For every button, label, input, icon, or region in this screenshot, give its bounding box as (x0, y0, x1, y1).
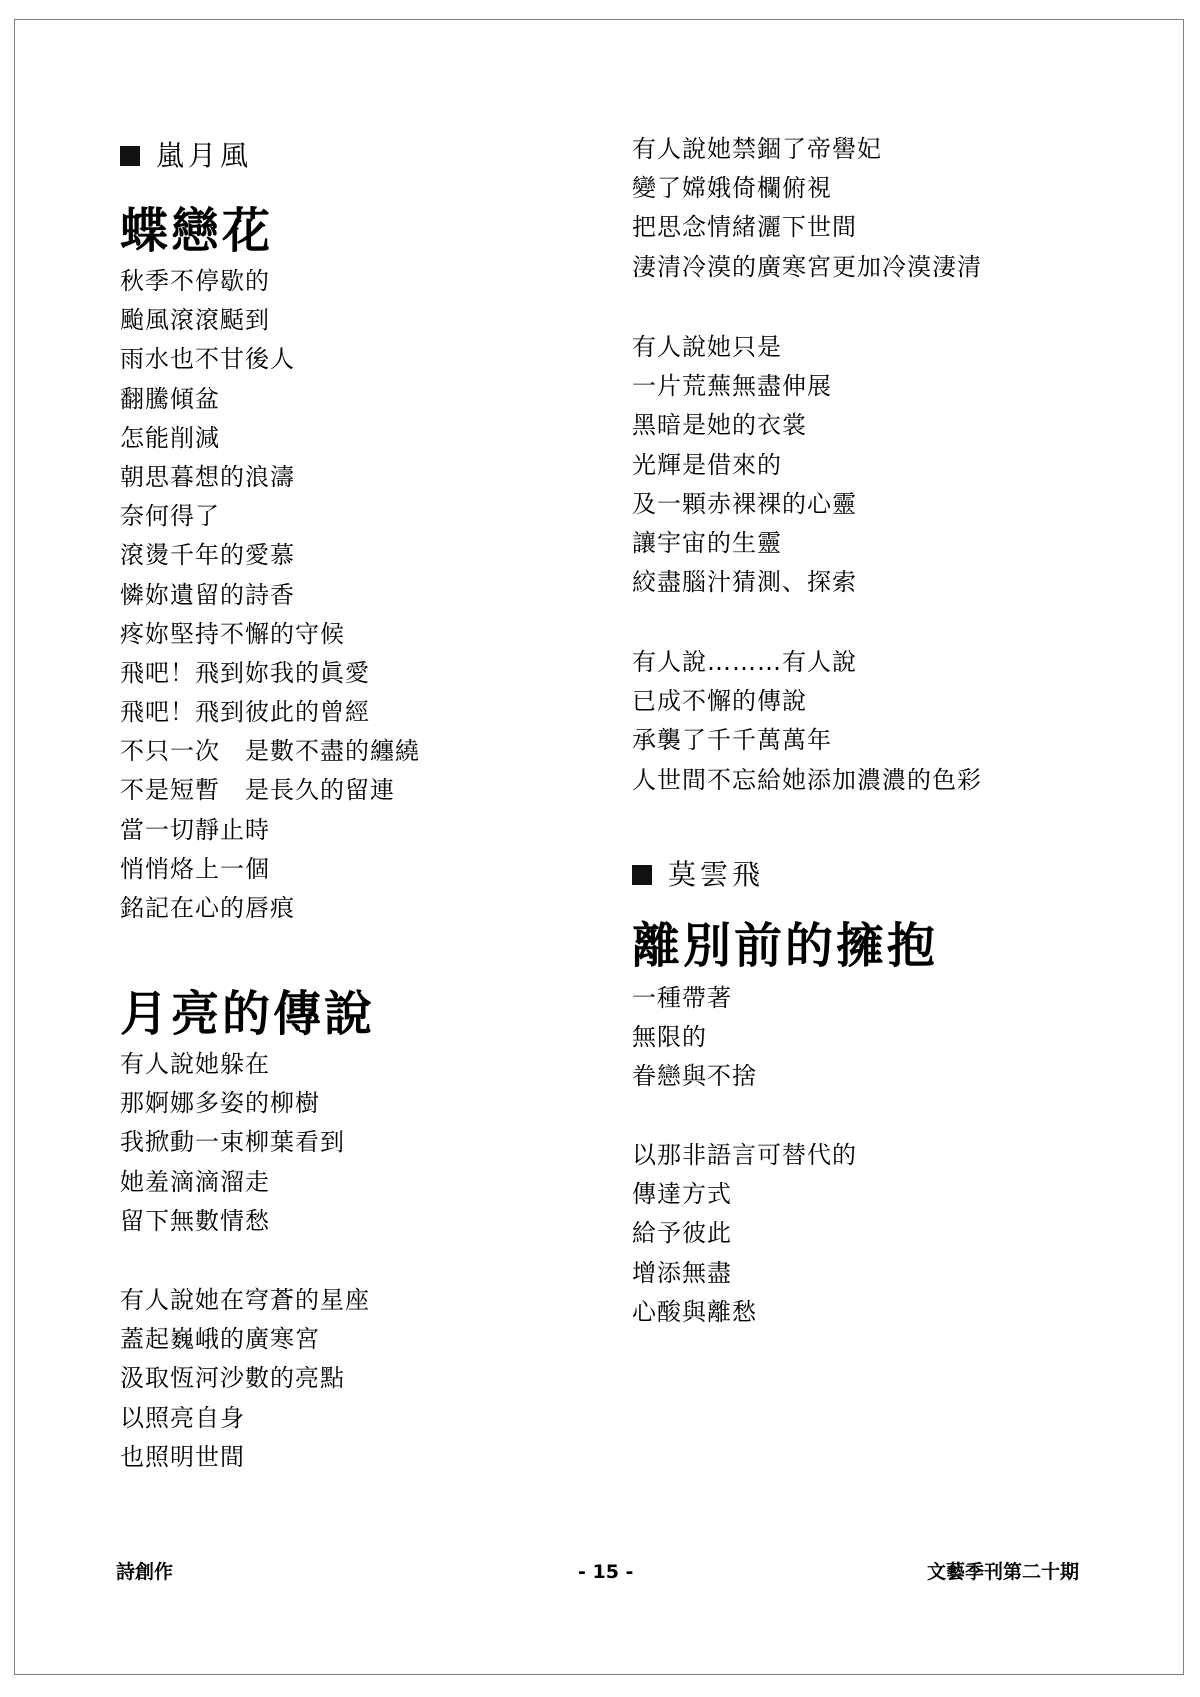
poem-line: 讓宇宙的生靈 (632, 528, 782, 557)
poem-title: 蝶戀花 (120, 203, 274, 259)
poem-line: 有人說她禁錮了帝嚳妃 (632, 135, 882, 163)
poem-line: 不只一次 是數不盡的纏繞 (120, 737, 420, 766)
poem-line: 汲取恆河沙數的亮點 (120, 1364, 345, 1393)
poem-line: 飛吧！飛到妳我的眞愛 (120, 658, 370, 687)
poem-line: 以那非語言可替代的 (632, 1141, 857, 1169)
poem-line: 黑暗是她的衣裳 (632, 411, 807, 440)
poem-line: 颱風滾滾颳到 (120, 306, 270, 335)
author-name: 嵐月風 (156, 139, 253, 172)
poem-line: 增添無盡 (632, 1258, 732, 1287)
poem-stanza (632, 328, 857, 602)
poem-line: 留下無數情愁 (120, 1206, 270, 1235)
poem-line: 我掀動一束柳葉看到 (120, 1128, 345, 1157)
poem-line: 翻騰傾盆 (120, 384, 220, 413)
poem-line: 絞盡腦汁猜測、探索 (632, 568, 857, 597)
poem-line: 也照明世間 (120, 1442, 245, 1471)
poem-line: 憐妳遺留的詩香 (120, 580, 295, 609)
poem-line: 奈何得了 (120, 502, 220, 531)
poem-stanza (632, 1136, 857, 1332)
poem-line: 傳達方式 (632, 1180, 732, 1209)
poem-line: 給予彼此 (632, 1219, 732, 1248)
poem-body (120, 262, 420, 928)
poem-stanza (632, 130, 982, 287)
page-number: - 15 - (578, 1561, 634, 1583)
poem-line: 及一顆赤裸裸的心靈 (632, 489, 857, 518)
poem-line: 人世間不忘給她添加濃濃的色彩 (632, 765, 982, 794)
poem-title: 離別前的擁抱 (632, 918, 939, 974)
poem-line: 她羞滴滴溜走 (120, 1167, 270, 1196)
poem-line: 那婀娜多姿的柳樹 (120, 1089, 320, 1118)
footer-section-name: 詩創作 (116, 1561, 174, 1583)
poem-line: 有人說她在穹蒼的星座 (120, 1286, 370, 1314)
author-name: 莫雲飛 (668, 858, 765, 891)
poem-line: 變了嫦娥倚欄俯視 (632, 174, 832, 203)
poem-line: 秋季不停歇的 (120, 267, 270, 295)
poem-stanza (632, 643, 982, 800)
poem-line: 滾燙千年的愛慕 (120, 541, 295, 570)
poem-line: 飛吧！飛到彼此的曾經 (120, 698, 370, 727)
poem-line: 以照亮自身 (120, 1403, 245, 1432)
poem-line: 銘記在心的唇痕 (120, 894, 295, 922)
poem-line: 把思念情緒灑下世間 (632, 213, 857, 242)
poem-line: 當一切靜止時 (120, 815, 270, 844)
poem-line: 有人說她只是 (632, 333, 782, 361)
poem-line: 不是短暫 是長久的留連 (120, 776, 395, 805)
poem-line: 無限的 (632, 1023, 707, 1052)
poem-line: 怎能削減 (120, 423, 220, 452)
poem-line: 雨水也不甘後人 (120, 345, 295, 374)
poem-stanza (632, 979, 757, 1097)
poem-stanza (120, 1045, 345, 1241)
poem-line: 已成不懈的傳說 (632, 687, 807, 716)
poem-line: 蓋起巍峨的廣寒宮 (120, 1325, 320, 1354)
poem-line: 眷戀與不捨 (632, 1062, 757, 1091)
poem-stanza (120, 1281, 370, 1477)
author-byline (632, 855, 764, 895)
poem-line: 疼妳堅持不懈的守候 (120, 619, 345, 648)
poem-line: 一片荒蕪無盡伸展 (632, 372, 832, 401)
poem-line: 承襲了千千萬萬年 (632, 726, 832, 755)
poem-line: 淒清冷漠的廣寒宮更加冷漠淒清 (632, 252, 982, 281)
poem-line: 一種帶著 (632, 984, 732, 1012)
poem-line: 光輝是借來的 (632, 450, 782, 479)
square-bullet-icon (632, 865, 652, 885)
poem-line: 有人說她躲在 (120, 1050, 270, 1078)
square-bullet-icon (120, 146, 140, 166)
poem-line: 有人說………有人說 (632, 648, 857, 676)
poem-title: 月亮的傳說 (120, 986, 376, 1042)
poem-line: 心酸與離愁 (632, 1297, 757, 1326)
poem-line: 朝思暮想的浪濤 (120, 462, 295, 491)
footer-publication-name: 文藝季刊第二十期 (927, 1561, 1080, 1583)
author-byline (120, 136, 252, 176)
poem-line: 悄悄烙上一個 (120, 854, 270, 883)
